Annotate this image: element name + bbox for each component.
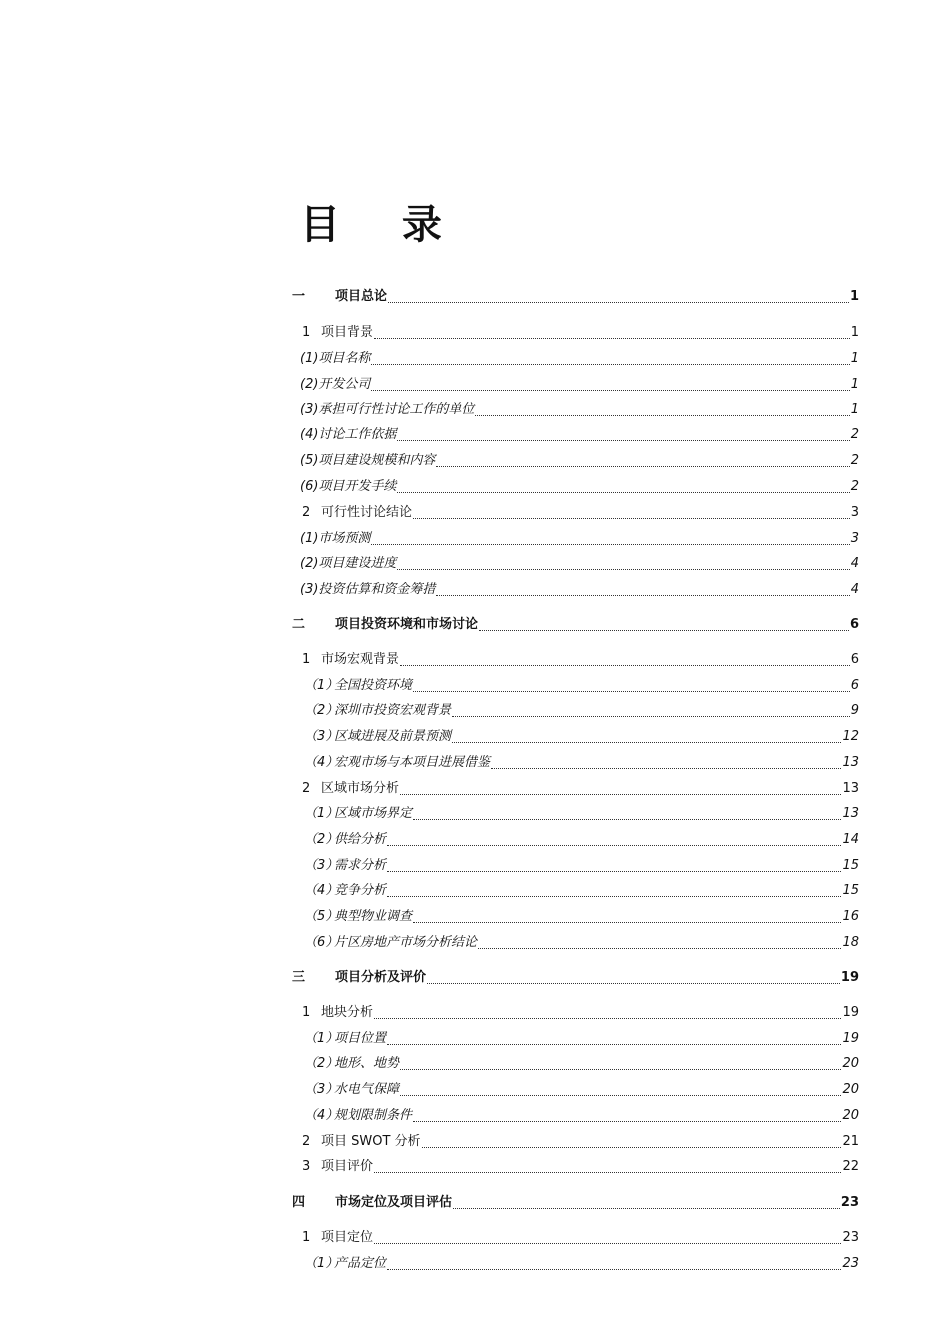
toc-entry[interactable] (292, 320, 859, 342)
toc-entry-page-number: 1 (850, 325, 859, 340)
toc-chapter-entry[interactable] (292, 612, 859, 634)
toc-chapter-entry[interactable] (292, 1190, 859, 1212)
dot-leader (400, 1095, 841, 1096)
toc-entry-number: （1） (304, 1256, 339, 1271)
dot-leader (453, 1208, 840, 1209)
toc-entry-title: 产品定位 (334, 1256, 387, 1271)
dot-leader (374, 1172, 841, 1173)
toc-entry[interactable] (292, 853, 859, 875)
toc-entry-title: 市场定位及项目评估 (335, 1195, 453, 1210)
dot-leader (436, 466, 849, 467)
page-title: 目 录 (300, 202, 466, 248)
toc-entry-page-number: 13 (842, 781, 859, 796)
toc-entry-page-number: 2 (850, 453, 859, 468)
dot-leader (371, 544, 849, 545)
toc-entry-title: 区域市场分析 (321, 781, 400, 796)
toc-entry-page-number: 1 (849, 289, 859, 304)
toc-entry[interactable] (292, 422, 859, 444)
toc-entry-page-number: 22 (842, 1159, 859, 1174)
toc-entry-number: （4） (304, 883, 339, 898)
toc-entry-title: 区域进展及前景预测 (334, 729, 452, 744)
toc-entry-title: 宏观市场与本项目进展借鉴 (334, 755, 491, 770)
dot-leader (400, 794, 841, 795)
toc-entry[interactable] (292, 448, 859, 470)
toc-entry-title: 项目投资环境和市场讨论 (335, 617, 479, 632)
toc-entry-page-number: 9 (850, 703, 859, 718)
toc-chapter-entry[interactable] (292, 965, 859, 987)
toc-entry-page-number: 3 (850, 505, 859, 520)
toc-entry[interactable] (292, 801, 859, 823)
toc-entry-number: （3） (304, 1082, 339, 1097)
toc-entry-title: 投资估算和资金筹措 (318, 582, 436, 597)
toc-entry-number: （2） (304, 703, 339, 718)
toc-entry[interactable] (292, 1000, 859, 1022)
toc-entry[interactable] (292, 397, 859, 419)
dot-leader (374, 1243, 841, 1244)
toc-entry-title: 水电气保障 (334, 1082, 400, 1097)
toc-entry-page-number: 4 (850, 556, 859, 571)
toc-entry[interactable] (292, 526, 859, 548)
toc-entry-title: 项目建设规模和内容 (318, 453, 436, 468)
toc-entry-number: 2 (302, 505, 311, 520)
toc-entry-number: (3) (300, 402, 319, 417)
toc-entry-page-number: 20 (842, 1082, 859, 1097)
toc-entry[interactable] (292, 724, 859, 746)
toc-entry[interactable] (292, 750, 859, 772)
dot-leader (387, 1269, 841, 1270)
toc-entry-page-number: 4 (850, 582, 859, 597)
toc-entry-number: (4) (300, 427, 319, 442)
toc-chapter-entry[interactable] (292, 284, 859, 306)
dot-leader (388, 302, 849, 303)
toc-entry-title: 项目 SWOT 分析 (321, 1134, 421, 1149)
toc-entry-number: 三 (292, 970, 306, 985)
toc-entry-page-number: 6 (849, 617, 859, 632)
toc-entry[interactable] (292, 673, 859, 695)
toc-entry-number: (3) (300, 582, 319, 597)
toc-entry[interactable] (292, 346, 859, 368)
toc-entry-number: （4） (304, 1108, 339, 1123)
toc-entry-page-number: 3 (850, 531, 859, 546)
toc-entry-number: （2） (304, 1056, 339, 1071)
toc-entry-page-number: 15 (842, 883, 859, 898)
dot-leader (387, 1044, 841, 1045)
toc-entry[interactable] (292, 827, 859, 849)
toc-entry[interactable] (292, 930, 859, 952)
toc-entry-page-number: 13 (842, 806, 859, 821)
toc-entry[interactable] (292, 500, 859, 522)
toc-entry-number: 四 (292, 1195, 306, 1210)
dot-leader (397, 569, 849, 570)
dot-leader (413, 691, 850, 692)
toc-entry-title: 项目分析及评价 (335, 970, 427, 985)
dot-leader (374, 338, 850, 339)
dot-leader (427, 983, 840, 984)
toc-entry-page-number: 1 (850, 377, 859, 392)
toc-entry-title: 项目位置 (334, 1031, 387, 1046)
toc-entry[interactable] (292, 474, 859, 496)
toc-entry-title: 片区房地产市场分析结论 (334, 935, 478, 950)
toc-entry-number: (6) (300, 479, 319, 494)
toc-entry-number: （4） (304, 755, 339, 770)
toc-entry-title: 讨论工作依据 (318, 427, 397, 442)
toc-entry-title: 竞争分析 (334, 883, 387, 898)
toc-entry-title: 项目建设进度 (318, 556, 397, 571)
toc-entry-page-number: 20 (842, 1056, 859, 1071)
dot-leader (413, 518, 850, 519)
toc-entry[interactable] (292, 647, 859, 669)
dot-leader (475, 415, 849, 416)
toc-entry-title: 区域市场界定 (334, 806, 413, 821)
toc-entry-title: 规划限制条件 (334, 1108, 413, 1123)
toc-entry[interactable] (292, 1026, 859, 1048)
toc-entry-page-number: 2 (850, 427, 859, 442)
toc-entry-title: 市场预测 (318, 531, 371, 546)
toc-entry-title: 深圳市投资宏观背景 (334, 703, 452, 718)
dot-leader (452, 716, 850, 717)
toc-entry-page-number: 19 (842, 1005, 859, 1020)
dot-leader (436, 595, 849, 596)
toc-entry[interactable] (292, 372, 859, 394)
toc-entry-title: 项目背景 (321, 325, 374, 340)
toc-entry-page-number: 20 (842, 1108, 859, 1123)
toc-entry-page-number: 12 (842, 729, 859, 744)
toc-entry[interactable] (292, 1103, 859, 1125)
toc-entry-number: (1) (300, 351, 319, 366)
dot-leader (387, 871, 841, 872)
dot-leader (478, 948, 841, 949)
dot-leader (387, 896, 841, 897)
dot-leader (371, 390, 849, 391)
toc-entry-number: （3） (304, 858, 339, 873)
toc-entry-number: (5) (300, 453, 319, 468)
toc-entry-number: （2） (304, 832, 339, 847)
toc-entry[interactable] (292, 1077, 859, 1099)
dot-leader (397, 492, 849, 493)
dot-leader (422, 1147, 842, 1148)
toc-entry-page-number: 23 (840, 1195, 859, 1210)
dot-leader (387, 845, 841, 846)
toc-entry-page-number: 6 (850, 652, 859, 667)
toc-entry-title: 全国投资环境 (334, 678, 413, 693)
toc-entry[interactable] (292, 1129, 859, 1151)
toc-entry-number: 二 (292, 617, 306, 632)
toc-entry-title: 可行性讨论结论 (321, 505, 413, 520)
toc-entry-page-number: 2 (850, 479, 859, 494)
dot-leader (479, 630, 849, 631)
toc-entry-page-number: 21 (842, 1134, 859, 1149)
toc-entry-number: 1 (302, 325, 311, 340)
toc-entry-number: (2) (300, 377, 319, 392)
toc-entry-page-number: 6 (850, 678, 859, 693)
dot-leader (413, 819, 841, 820)
toc-entry-title: 供给分析 (334, 832, 387, 847)
dot-leader (413, 922, 841, 923)
dot-leader (397, 440, 849, 441)
toc-entry-page-number: 14 (842, 832, 859, 847)
toc-entry[interactable] (292, 776, 859, 798)
toc-entry-title: 地形、地势 (334, 1056, 400, 1071)
toc-entry-title: 项目开发手续 (318, 479, 397, 494)
toc-entry-number: （1） (304, 678, 339, 693)
toc-entry-number: 1 (302, 652, 311, 667)
toc-entry-title: 需求分析 (334, 858, 387, 873)
dot-leader (400, 1069, 841, 1070)
toc-entry[interactable] (292, 1251, 859, 1273)
toc-entry-page-number: 23 (842, 1256, 859, 1271)
toc-entry-number: （1） (304, 1031, 339, 1046)
toc-entry-page-number: 19 (840, 970, 859, 985)
dot-leader (371, 364, 849, 365)
toc-entry-number: 2 (302, 781, 311, 796)
dot-leader (374, 1018, 841, 1019)
toc-entry-title: 市场宏观背景 (321, 652, 400, 667)
toc-entry-page-number: 23 (842, 1230, 859, 1245)
toc-entry-number: (2) (300, 556, 319, 571)
toc-entry[interactable] (292, 1154, 859, 1176)
toc-entry[interactable] (292, 878, 859, 900)
toc-entry-title: 项目评价 (321, 1159, 374, 1174)
toc-entry-number: （3） (304, 729, 339, 744)
toc-entry-number: （6） (304, 935, 339, 950)
toc-entry-number: 3 (302, 1159, 311, 1174)
toc-entry-title: 开发公司 (318, 377, 371, 392)
toc-entry-page-number: 15 (842, 858, 859, 873)
toc-entry-page-number: 1 (850, 402, 859, 417)
dot-leader (491, 768, 841, 769)
toc-entry[interactable] (292, 698, 859, 720)
dot-leader (400, 665, 850, 666)
toc-entry-number: 一 (292, 289, 306, 304)
dot-leader (452, 742, 841, 743)
toc-entry-number: (1) (300, 531, 319, 546)
toc-entry-number: 2 (302, 1134, 311, 1149)
toc-entry-number: （5） (304, 909, 339, 924)
toc-entry-page-number: 19 (842, 1031, 859, 1046)
toc-entry-title: 项目名称 (318, 351, 371, 366)
toc-entry-number: （1） (304, 806, 339, 821)
toc-entry-page-number: 18 (842, 935, 859, 950)
toc-entry-page-number: 1 (850, 351, 859, 366)
toc-entry[interactable] (292, 904, 859, 926)
toc-entry[interactable] (292, 577, 859, 599)
toc-entry-title: 地块分析 (321, 1005, 374, 1020)
toc-entry-title: 项目总论 (335, 289, 388, 304)
toc-entry-number: 1 (302, 1230, 311, 1245)
toc-entry[interactable] (292, 1051, 859, 1073)
toc-entry-page-number: 16 (842, 909, 859, 924)
dot-leader (413, 1121, 841, 1122)
toc-entry-number: 1 (302, 1005, 311, 1020)
toc-entry[interactable] (292, 1225, 859, 1247)
toc-entry-title: 典型物业调查 (334, 909, 413, 924)
toc-entry-page-number: 13 (842, 755, 859, 770)
toc-entry[interactable] (292, 551, 859, 573)
toc-entry-title: 承担可行性讨论工作的单位 (318, 402, 475, 417)
toc-entry-title: 项目定位 (321, 1230, 374, 1245)
